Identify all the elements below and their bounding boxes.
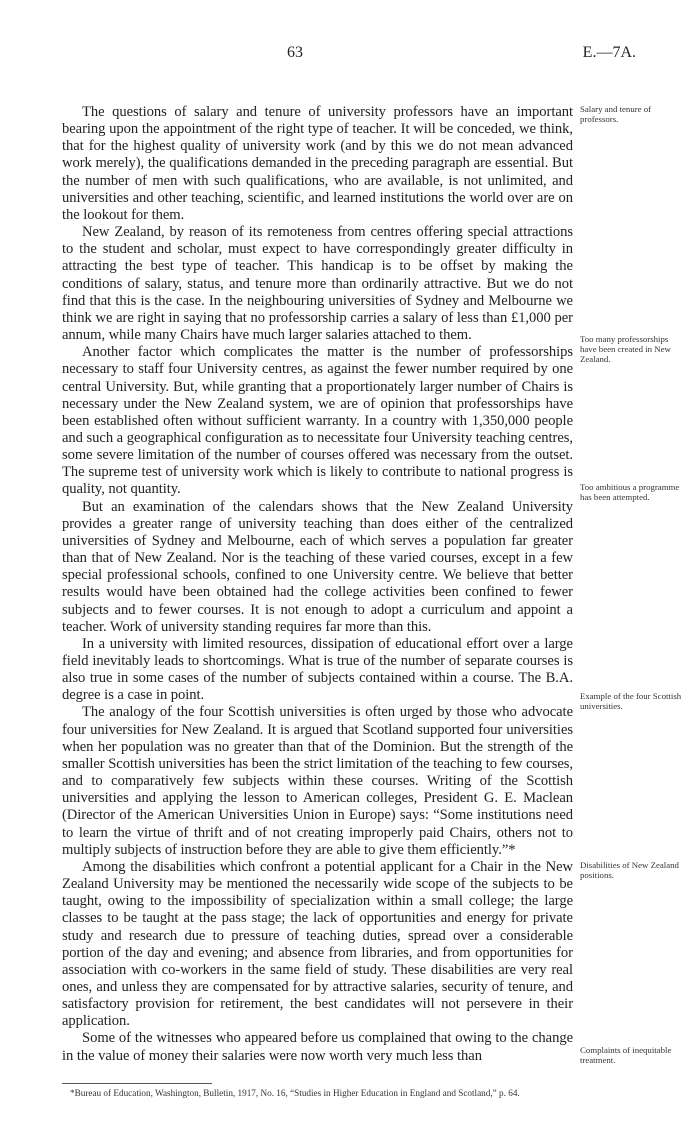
paragraph-limited-resources: In a university with limited resources, dissipation of educational effort over a large field inevitably leads to shortcomings. What is true of the number of separate courses is also true in some cases of the number of subjects contained within a course. The B.A. degree is a case in point. xyxy=(62,635,573,704)
document-reference: E.—7A. xyxy=(582,44,636,61)
paragraph-calendars: But an examination of the calendars shows that the New Zealand University provides a greater range of university teaching than does either of the centralized universities of Sydney and Melbourne, each of which serves a population far greater than that of New Zealand. Nor is the teaching of these varied courses, except in a few special professional schools, confined to one University centre. We believe that better results would have been obtained had the college activities been confined to fewer subjects and to fewer courses. It is not enough to adopt a curriculum and appoint a teacher. Work of university standing requires far more than this. xyxy=(62,498,573,635)
paragraph-complaints: Some of the witnesses who appeared before us complained that owing to the change in the value of money their salaries were now worth very much less than xyxy=(62,1030,573,1064)
footnote: *Bureau of Education, Washington, Bulletin, 1917, No. 16, “Studies in Higher Education in England and Scotland,” p. 64. xyxy=(70,1088,520,1098)
margin-note-complaints: Complaints of inequitable treatment. xyxy=(580,1045,672,1066)
page-header xyxy=(0,44,700,64)
body-text xyxy=(62,104,573,1065)
paragraph-professorship-count: Another factor which complicates the matter is the number of professorships necessary to staff four University centres, as against the fewer number required by one central University. But, while granting that a proportionately larger number of Chairs is necessary under the New Zealand system, we are of opinion that professorships have been established often without sufficient warranty. In a country with 1,350,000 people and such a geographical configuration as to necessitate four University teaching centres, some severe limitation of the number of courses offered was necessary from the outset. The supreme test of university work which is likely to contribute to national progress is quality, not quantity. xyxy=(62,344,574,498)
paragraph-remoteness: New Zealand, by reason of its remoteness from centres offering special attractions to the student and scholar, must expect to have correspondingly greater difficulty in attracting the best type of teacher. This handicap is to be offset by making the conditions of salary, status, and tenure more than ordinarily attractive. But we do not find that this is the case. In the neighbouring universities of Sydney and Melbourne we think we are right in saying that no professorship carries a salary of less than £1,000 per annum, while many Chairs have much larger salaries attached to them. xyxy=(62,224,573,344)
page-number: 63 xyxy=(287,44,303,61)
margin-note-programme: Too ambitious a programme has been attempted. xyxy=(580,482,680,503)
footnote-rule xyxy=(62,1083,212,1084)
margin-note-professorships: Too many professorships have been created in New Zealand. xyxy=(580,334,671,365)
margin-note-salary: Salary and tenure of professors. xyxy=(580,104,652,125)
margin-note-disabilities: Disabilities of New Zealand positions. xyxy=(580,860,679,881)
paragraph-salary-tenure: The questions of salary and tenure of university professors have an important bearing upon the appointment of the right type of teacher. It will be conceded, we think, that for the highest quality of university work (and by this we do not mean advanced work merely), the qualifications demanded in the preceding paragraph are essential. But the number of men with such qualifications, who are available, is not unlimited, and universities and other teaching, scientific, and learned institutions the world over are on the lookout for them. xyxy=(62,104,573,223)
margin-note-scottish: Example of the four Scottish universities. xyxy=(580,691,682,712)
paragraph-disabilities: Among the disabilities which confront a potential applicant for a Chair in the New Zealand University may be mentioned the necessarily wide scope of the subjects to be taught, owing to the impossibility of specialization within a small college; the large classes to be taught at the pass stage; the lack of opportunities and energy for private study and research due to pressure of teaching duties, spread over a considerable portion of the day and evening; and absence from libraries, and from opportunities for association with co-workers in the same field of study. These disabilities are very real ones, and unless they are compensated for by attractive salaries, security of tenure, and satisfactory provision for retirement, the best candidates will not persevere in their application. xyxy=(62,858,573,1030)
paragraph-scottish-analogy: The analogy of the four Scottish universities is often urged by those who advocate four universities for New Zealand. It is argued that Scotland supported four universities when her population was no greater than that of the Dominion. But the strength of the smaller Scottish universities has been the strict limitation of the teaching to few courses, and to comparatively few subjects within these courses. Writing of the Scottish universities and applying the lesson to American colleges, President G. E. Maclean (Director of the American Universities Union in Europe) says: “Some institutions need to learn the virtue of thrift and of not creating improperly paid Chairs, others not to multiply subjects of instruction before they are able to give them efficiently.”* xyxy=(62,704,573,858)
